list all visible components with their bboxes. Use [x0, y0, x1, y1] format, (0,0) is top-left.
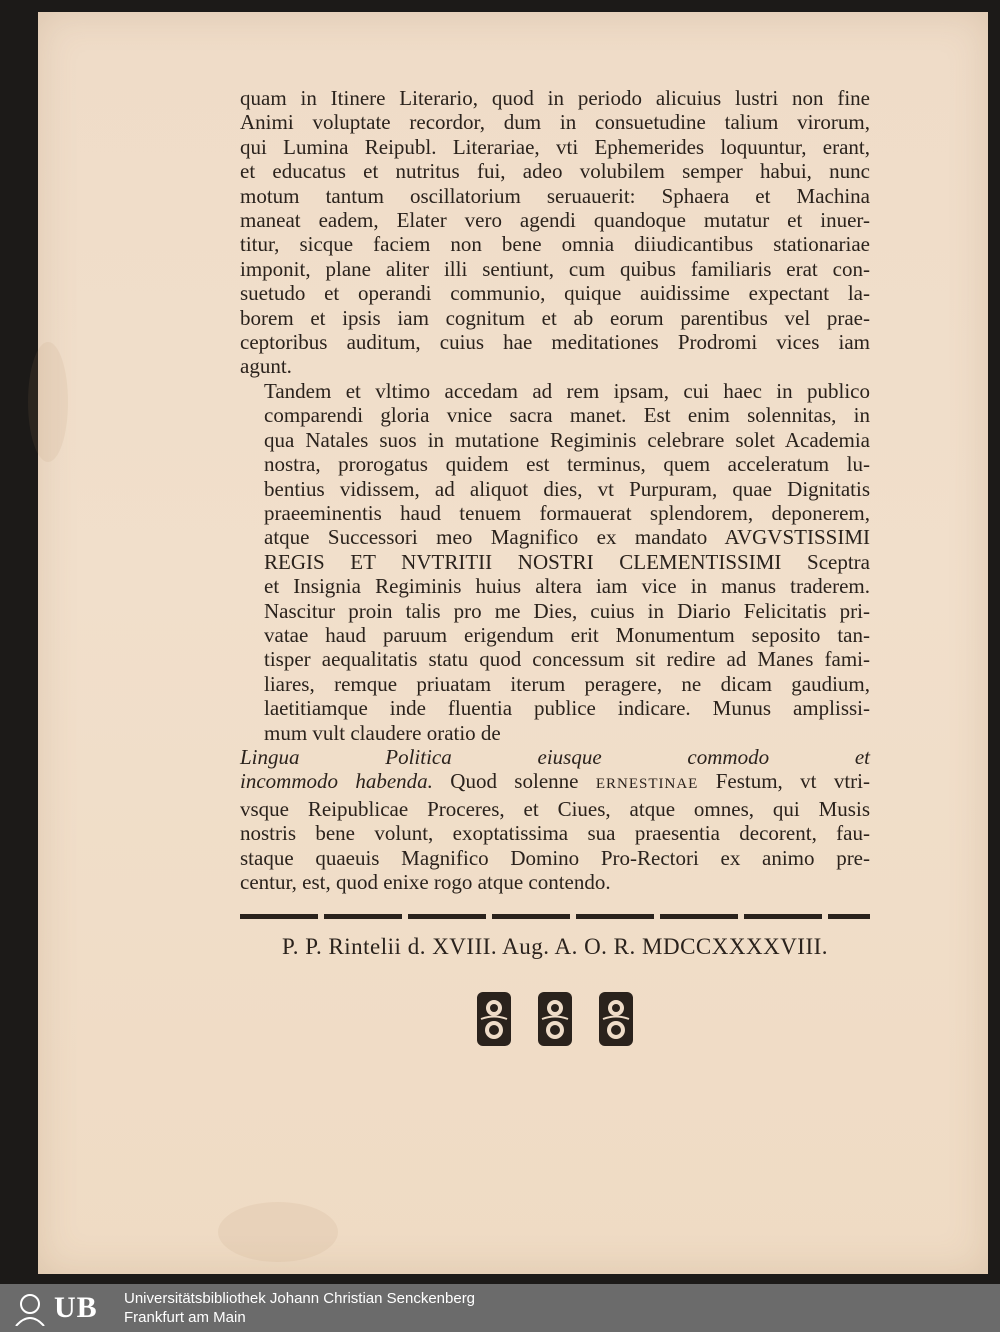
title-line-2: [240, 769, 870, 796]
text-line: titur, sicque faciem non bene omnia diiudicantibus stationariae: [240, 232, 870, 257]
text-line: bentius vidissem, ad aliquot dies, vt Purpuram, quae Dignitatis: [264, 476, 870, 501]
text-line: motum tantum oscillatorium seruauerit: Sphaera et Machina: [240, 183, 870, 208]
text-line: laetitiamque inde fluentia publice indicare. Munus amplissi-: [264, 696, 870, 721]
text-line: suetudo et operandi communio, quique auidissime expectant la-: [240, 281, 870, 306]
text-line: nostra, prorogatus quidem est terminus, quem acceleratum lu-: [264, 452, 870, 477]
ub-logo[interactable]: [10, 1290, 116, 1326]
after-title: Quod solenne: [450, 769, 579, 794]
text-line: staque quaeuis Magnifico Domino Pro-Rectori ex animo pre-: [240, 845, 870, 870]
body-text: [240, 86, 870, 894]
senckenberg-portrait-icon: [10, 1290, 50, 1326]
text-line: vsque Reipublicae Proceres, et Ciues, atque omnes, qui Musis: [240, 796, 870, 821]
fleuron-ornament-icon: [475, 990, 513, 1048]
printer-ornaments: [475, 990, 635, 1050]
text-line: atque Successori meo Magnifico ex mandato AVGVSTISSIMI: [264, 525, 870, 550]
text-line: ceptoribus auditum, cuius hae meditationes Prodromi vices iam: [240, 330, 870, 355]
institution-name[interactable]: [124, 1289, 475, 1327]
text-line: borem et ipsis iam cognitum et ab eorum parentibus vel prae-: [240, 305, 870, 330]
institution-line-1: Universitätsbibliothek Johann Christian Senckenberg: [124, 1290, 476, 1307]
text-line: imponit, plane aliter illi sentiunt, cum quibus familiaris erat con-: [240, 256, 870, 281]
text-line: agunt.: [240, 354, 292, 379]
after-ernestinae: Festum, vt vtri-: [715, 769, 870, 794]
text-line: qui Lumina Reipubl. Literariae, vti Ephemerides loquuntur, erant,: [240, 134, 870, 159]
text-line: praeeminentis haud tenuem formauerat splendorem, deponerem,: [264, 500, 870, 525]
imprint-line: P. P. Rintelii d. XVIII. Aug. A. O. R. MDCCXXXXVIII.: [281, 934, 829, 959]
ernestinae: ERNESTINAE: [595, 776, 699, 793]
text-line: et Insignia Regiminis huius altera iam vice in manus traderem.: [264, 574, 870, 599]
text-line: Tandem et vltimo accedam ad rem ipsam, cui haec in publico: [264, 378, 870, 403]
fleuron-ornament-icon: [536, 990, 574, 1048]
divider-rule: [240, 914, 870, 919]
paragraph-1: [240, 86, 870, 379]
fleuron-ornament-icon: [597, 990, 635, 1048]
title-line-1: [240, 745, 870, 769]
text-line: Animi voluptate recordor, dum in consuetudine talium virorum,: [240, 110, 870, 135]
institution-line-2: Frankfurt am Main: [124, 1309, 246, 1326]
text-line: vatae haud paruum erigendum erit Monumentum seposito tan-: [264, 622, 870, 647]
logo-text: UB: [54, 1291, 98, 1324]
paper-stain: [28, 342, 68, 462]
text-line: tisper aequalitatis statu quod concessum sit redire ad Manes fami-: [264, 647, 870, 672]
text-line: liares, remque priuatam iterum peragere, ne dicam gaudium,: [264, 671, 870, 696]
text-line: maneat eadem, Elater vero agendi quandoque mutatur et inuer-: [240, 208, 870, 233]
text-line: et educatus et nutritus fui, adeo volubilem semper habui, nunc: [240, 159, 870, 184]
paragraph-2-end: [240, 797, 870, 895]
text-line: quam in Itinere Literario, quod in periodo alicuius lustri non fine: [240, 86, 870, 110]
text-line: mum vult claudere oratio de: [264, 720, 501, 745]
text-line: comparendi gloria vnice sacra manet. Est enim solennitas, in: [264, 403, 870, 428]
text-line: nostris bene volunt, exoptatissima sua praesentia decorent, fau-: [240, 821, 870, 846]
text-line: centur, est, quod enixe rogo atque contendo.: [240, 870, 611, 894]
text-line: REGIS ET NVTRITII NOSTRI CLEMENTISSIMI Sceptra: [264, 549, 870, 574]
italic-title-2: incommodo habenda.: [240, 769, 433, 794]
paragraph-2: [240, 379, 870, 745]
library-footer: [0, 1284, 1000, 1332]
text-line: qua Natales suos in mutatione Regiminis celebrare solet Academia: [264, 427, 870, 452]
paper-stain: [218, 1202, 338, 1262]
text-line: Nascitur proin talis pro me Dies, cuius in Diario Felicitatis pri-: [264, 598, 870, 623]
italic-title-1: Lingua Politica eiusque commodo et: [240, 744, 870, 769]
